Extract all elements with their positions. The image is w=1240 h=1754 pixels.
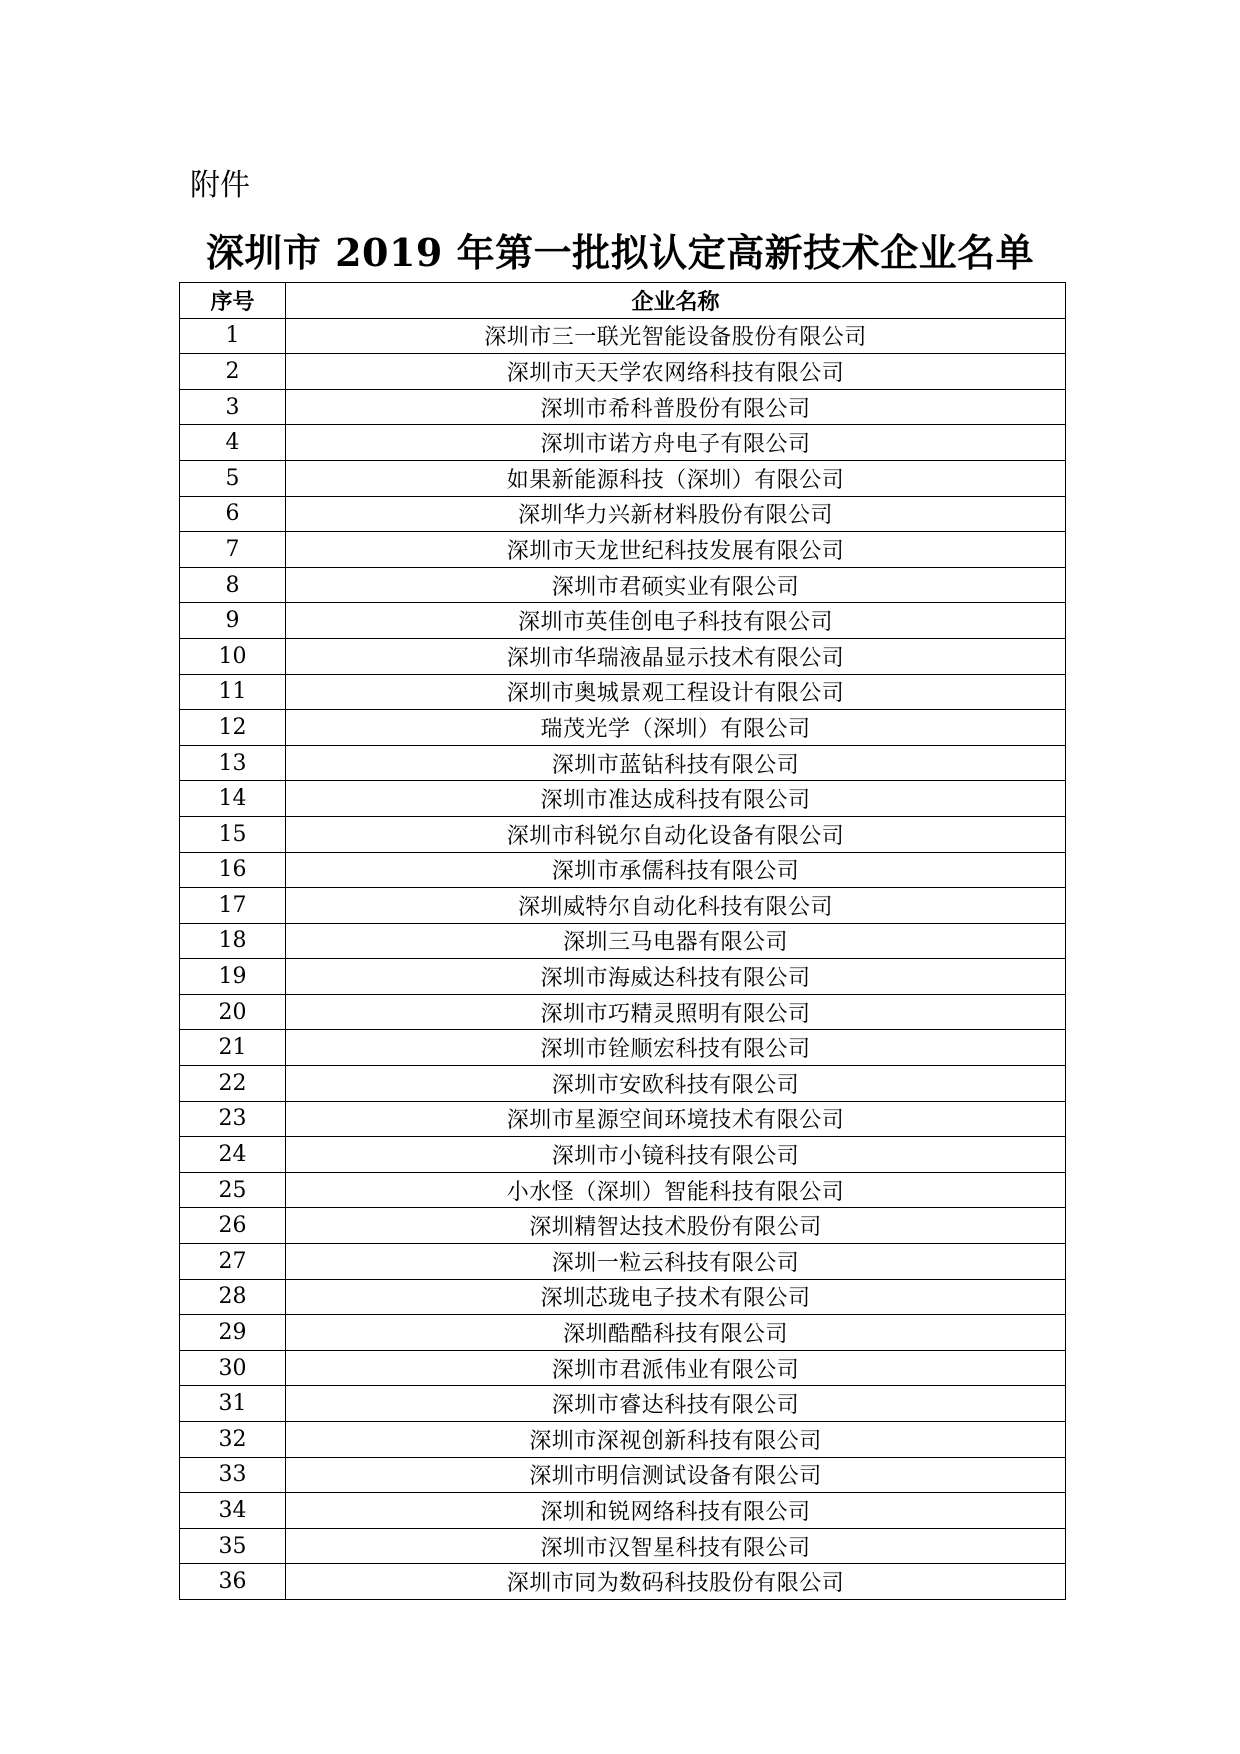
table-row — [180, 1315, 1066, 1351]
company-name: 深圳市安欧科技有限公司 — [286, 1066, 1066, 1102]
row-number: 4 — [180, 425, 286, 461]
company-name: 深圳市小镜科技有限公司 — [286, 1137, 1066, 1173]
table-row — [180, 603, 1066, 639]
table-row — [180, 1386, 1066, 1422]
table-row — [180, 852, 1066, 888]
company-name: 深圳酷酷科技有限公司 — [286, 1315, 1066, 1351]
table-row — [180, 923, 1066, 959]
row-number: 12 — [180, 710, 286, 746]
row-number: 3 — [180, 389, 286, 425]
row-number: 9 — [180, 603, 286, 639]
table-row — [180, 816, 1066, 852]
table-row — [180, 1493, 1066, 1529]
table-row — [180, 1422, 1066, 1458]
company-table — [179, 282, 1066, 1600]
row-number: 17 — [180, 888, 286, 924]
row-number: 27 — [180, 1244, 286, 1280]
table-row — [180, 674, 1066, 710]
company-name: 深圳市科锐尔自动化设备有限公司 — [286, 816, 1066, 852]
row-number: 11 — [180, 674, 286, 710]
company-name: 瑞茂光学（深圳）有限公司 — [286, 710, 1066, 746]
table-row — [180, 781, 1066, 817]
row-number: 5 — [180, 460, 286, 496]
company-name: 深圳市海威达科技有限公司 — [286, 959, 1066, 995]
company-name: 深圳市华瑞液晶显示技术有限公司 — [286, 638, 1066, 674]
table-row — [180, 994, 1066, 1030]
company-name: 深圳市铨顺宏科技有限公司 — [286, 1030, 1066, 1066]
table-row — [180, 389, 1066, 425]
company-name: 深圳芯珑电子技术有限公司 — [286, 1279, 1066, 1315]
attachment-label: 附件 — [190, 168, 250, 203]
row-number: 21 — [180, 1030, 286, 1066]
table-row — [180, 1564, 1066, 1600]
table-row — [180, 888, 1066, 924]
company-name: 深圳市三一联光智能设备股份有限公司 — [286, 318, 1066, 354]
table-row — [180, 460, 1066, 496]
row-number: 16 — [180, 852, 286, 888]
table-row — [180, 1208, 1066, 1244]
table-header-row — [180, 283, 1066, 319]
document-title: 深圳市 2019 年第一批拟认定高新技术企业名单 — [205, 230, 1035, 275]
row-number: 22 — [180, 1066, 286, 1102]
row-number: 33 — [180, 1457, 286, 1493]
company-name: 小水怪（深圳）智能科技有限公司 — [286, 1172, 1066, 1208]
table-row — [180, 1350, 1066, 1386]
row-number: 18 — [180, 923, 286, 959]
table-row — [180, 1244, 1066, 1280]
company-name: 深圳市睿达科技有限公司 — [286, 1386, 1066, 1422]
table-row — [180, 1137, 1066, 1173]
row-number: 2 — [180, 354, 286, 390]
row-number: 6 — [180, 496, 286, 532]
company-name: 深圳市巧精灵照明有限公司 — [286, 994, 1066, 1030]
table-row — [180, 1457, 1066, 1493]
row-number: 31 — [180, 1386, 286, 1422]
table-row — [180, 710, 1066, 746]
row-number: 13 — [180, 745, 286, 781]
row-number: 32 — [180, 1422, 286, 1458]
row-number: 24 — [180, 1137, 286, 1173]
column-header-company-name: 企业名称 — [286, 283, 1066, 319]
table-row — [180, 1279, 1066, 1315]
table-row — [180, 318, 1066, 354]
table-row — [180, 354, 1066, 390]
company-name: 深圳市天天学农网络科技有限公司 — [286, 354, 1066, 390]
row-number: 14 — [180, 781, 286, 817]
company-name: 深圳市蓝钻科技有限公司 — [286, 745, 1066, 781]
company-name: 深圳市英佳创电子科技有限公司 — [286, 603, 1066, 639]
company-name: 深圳市同为数码科技股份有限公司 — [286, 1564, 1066, 1600]
row-number: 26 — [180, 1208, 286, 1244]
row-number: 10 — [180, 638, 286, 674]
table-row — [180, 1172, 1066, 1208]
table-row — [180, 745, 1066, 781]
table-row — [180, 638, 1066, 674]
company-name: 深圳市承儒科技有限公司 — [286, 852, 1066, 888]
row-number: 28 — [180, 1279, 286, 1315]
row-number: 23 — [180, 1101, 286, 1137]
column-header-number: 序号 — [180, 283, 286, 319]
row-number: 20 — [180, 994, 286, 1030]
company-name: 深圳和锐网络科技有限公司 — [286, 1493, 1066, 1529]
company-name: 深圳市天龙世纪科技发展有限公司 — [286, 532, 1066, 568]
table-row — [180, 425, 1066, 461]
company-name: 深圳市奥城景观工程设计有限公司 — [286, 674, 1066, 710]
row-number: 30 — [180, 1350, 286, 1386]
company-name: 深圳市君派伟业有限公司 — [286, 1350, 1066, 1386]
row-number: 36 — [180, 1564, 286, 1600]
company-name: 深圳市君硕实业有限公司 — [286, 567, 1066, 603]
table-row — [180, 532, 1066, 568]
row-number: 34 — [180, 1493, 286, 1529]
company-name: 深圳市星源空间环境技术有限公司 — [286, 1101, 1066, 1137]
company-name: 深圳市深视创新科技有限公司 — [286, 1422, 1066, 1458]
company-name: 深圳市汉智星科技有限公司 — [286, 1528, 1066, 1564]
row-number: 1 — [180, 318, 286, 354]
row-number: 29 — [180, 1315, 286, 1351]
row-number: 8 — [180, 567, 286, 603]
company-name: 深圳三马电器有限公司 — [286, 923, 1066, 959]
table-row — [180, 496, 1066, 532]
row-number: 35 — [180, 1528, 286, 1564]
table-row — [180, 1066, 1066, 1102]
company-name: 如果新能源科技（深圳）有限公司 — [286, 460, 1066, 496]
row-number: 25 — [180, 1172, 286, 1208]
company-name: 深圳市明信测试设备有限公司 — [286, 1457, 1066, 1493]
company-name: 深圳市准达成科技有限公司 — [286, 781, 1066, 817]
table-row — [180, 1101, 1066, 1137]
company-name: 深圳精智达技术股份有限公司 — [286, 1208, 1066, 1244]
company-name: 深圳华力兴新材料股份有限公司 — [286, 496, 1066, 532]
table-row — [180, 1030, 1066, 1066]
table-row — [180, 959, 1066, 995]
row-number: 19 — [180, 959, 286, 995]
company-name: 深圳一粒云科技有限公司 — [286, 1244, 1066, 1280]
table-row — [180, 567, 1066, 603]
table-row — [180, 1528, 1066, 1564]
row-number: 7 — [180, 532, 286, 568]
company-name: 深圳市希科普股份有限公司 — [286, 389, 1066, 425]
company-name: 深圳威特尔自动化科技有限公司 — [286, 888, 1066, 924]
company-name: 深圳市诺方舟电子有限公司 — [286, 425, 1066, 461]
row-number: 15 — [180, 816, 286, 852]
